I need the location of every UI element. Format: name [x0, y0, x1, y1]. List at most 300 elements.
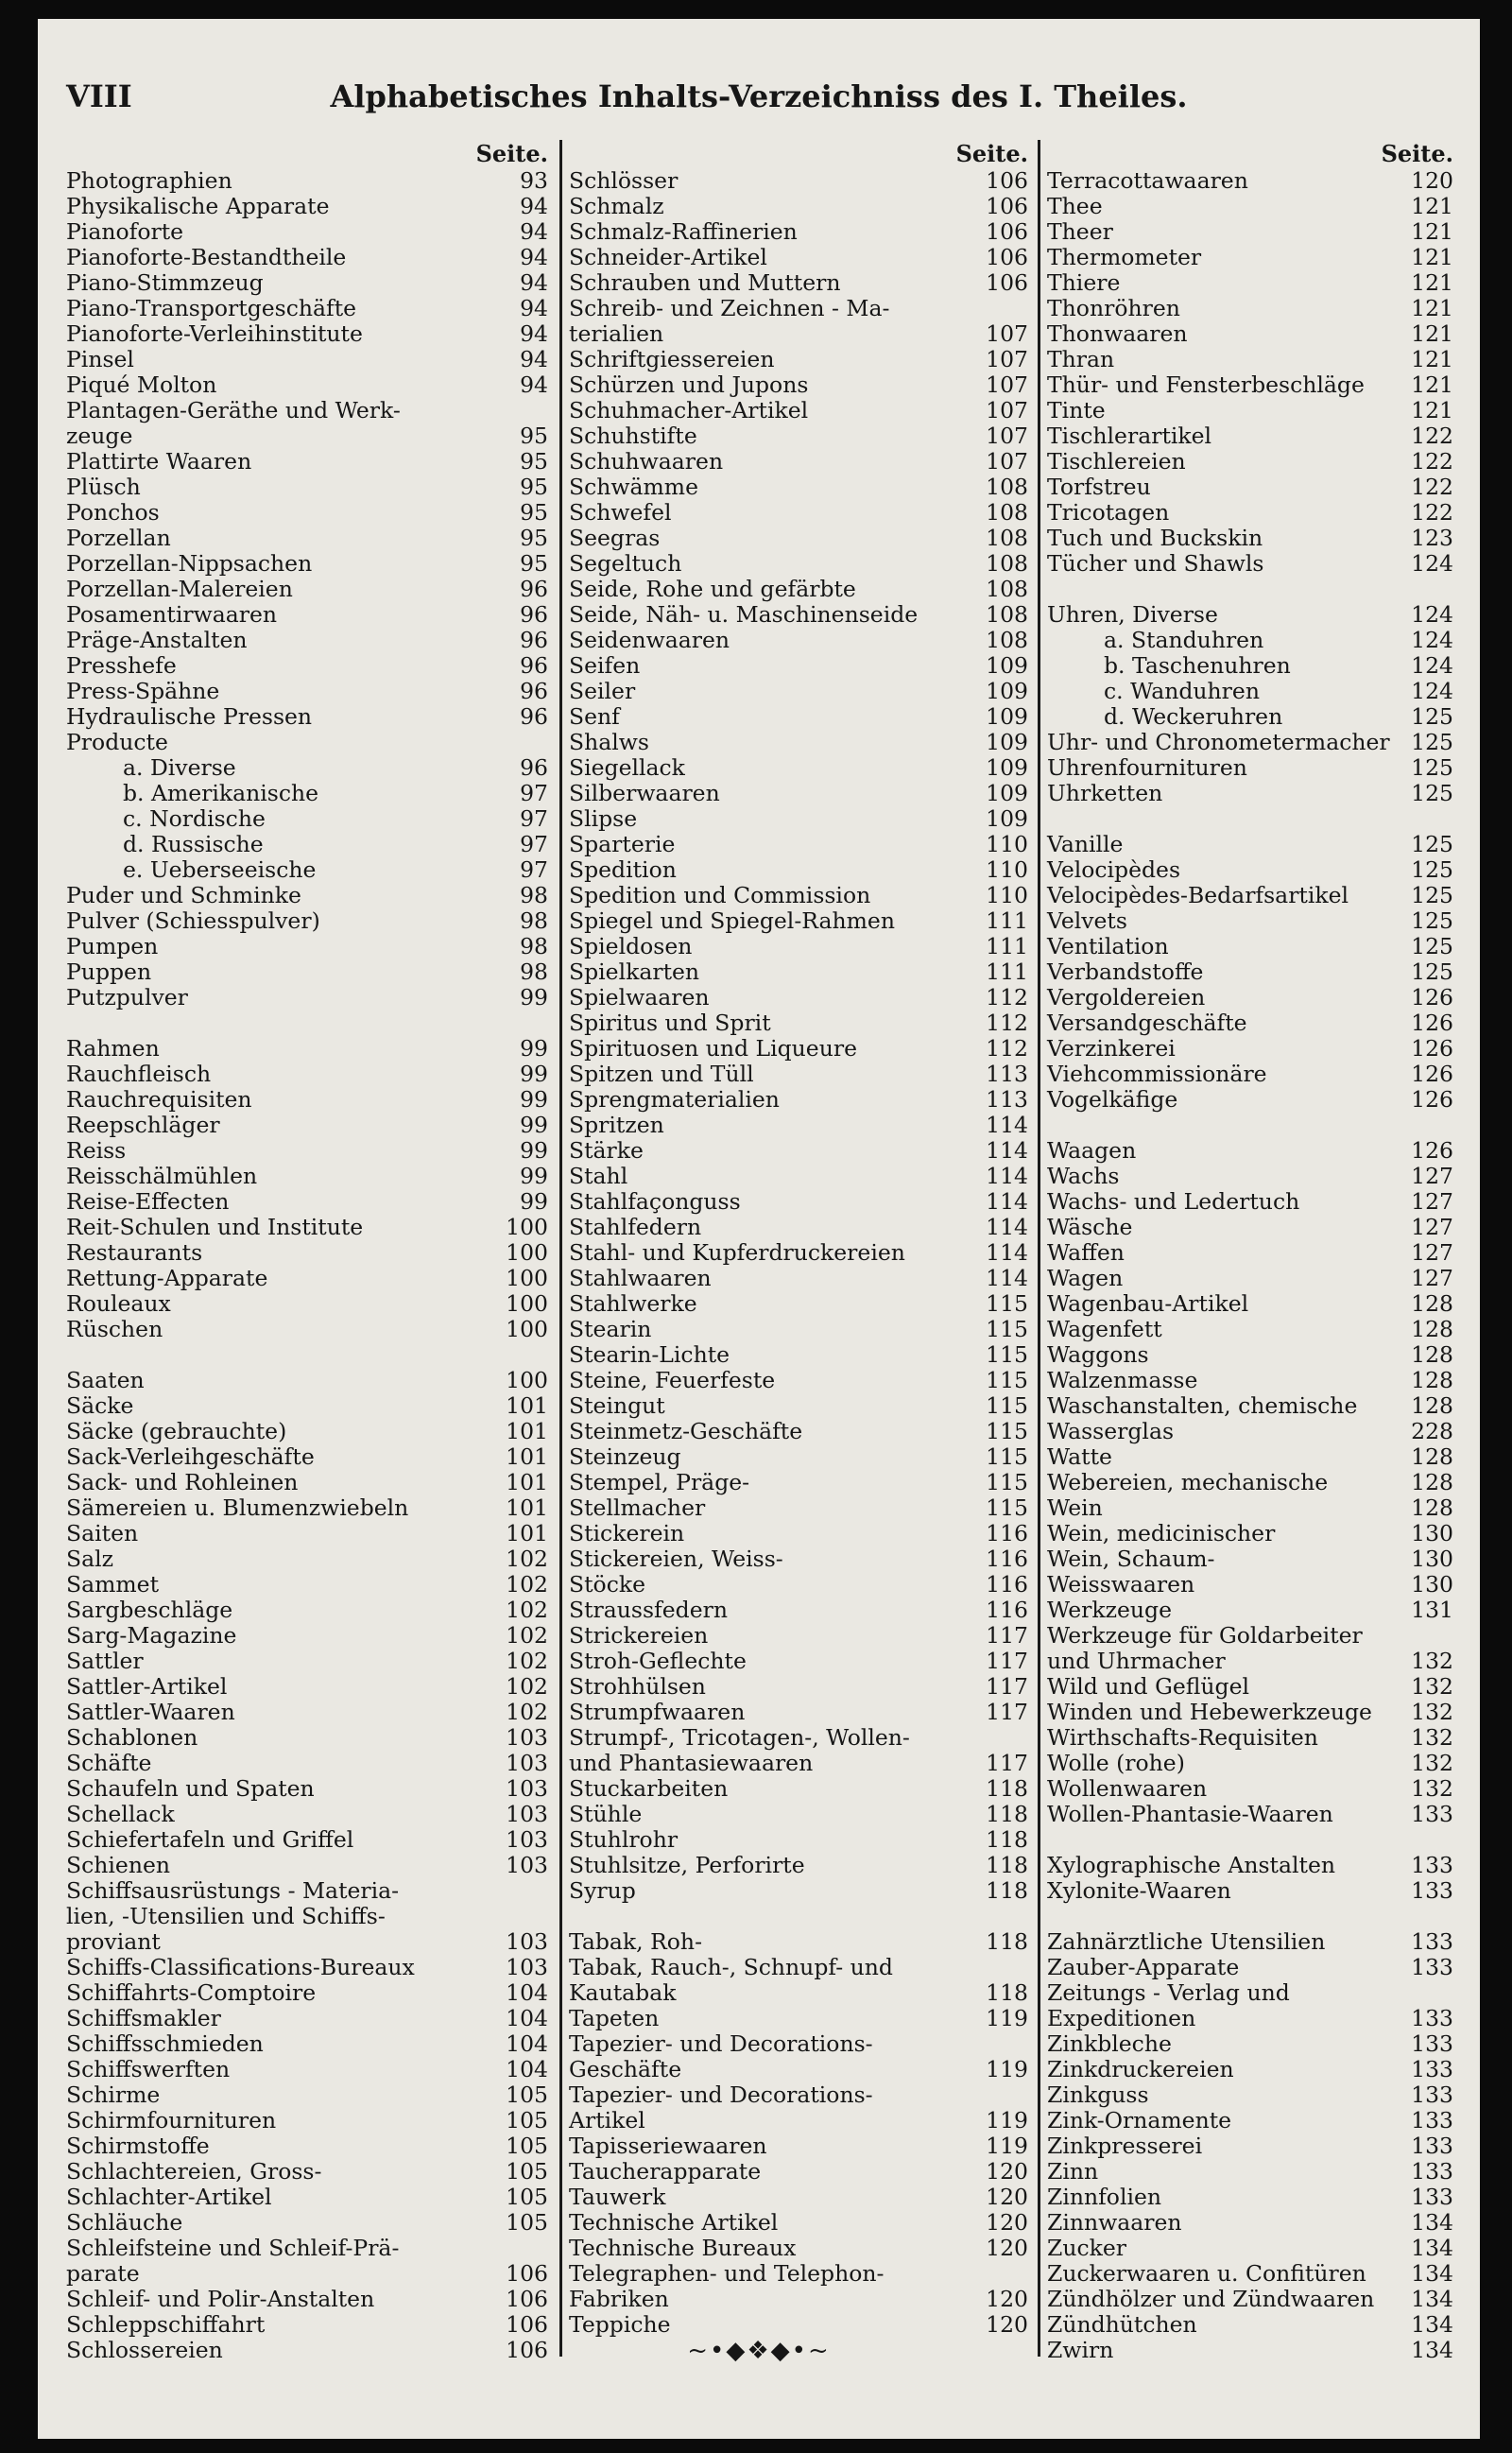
- entry-page: 106: [506, 2311, 548, 2338]
- entry-page: 102: [506, 1699, 548, 1725]
- entry-page: 106: [986, 244, 1028, 270]
- index-entry: [569, 1853, 1028, 1878]
- entry-name: Rüschen: [66, 1316, 163, 1342]
- entry-name: Producte: [66, 729, 168, 755]
- index-entry: [1047, 1062, 1453, 1087]
- entry-page: 128: [1411, 1316, 1453, 1342]
- entry-name: Wein, Schaum-: [1047, 1546, 1215, 1572]
- entry-page: 107: [986, 397, 1028, 423]
- entry-name: Spirituosen und Liqueure: [569, 1035, 857, 1062]
- index-entry: [66, 1215, 548, 1240]
- entry-page: 126: [1411, 1137, 1453, 1164]
- entry-name: a. Diverse: [123, 754, 236, 781]
- entry-page: 133: [1411, 2056, 1453, 2082]
- index-entry: [66, 1546, 548, 1572]
- index-entry: [66, 1649, 548, 1674]
- index-entry: [1047, 168, 1453, 194]
- index-entry: [66, 219, 548, 245]
- entry-name: Zucker: [1047, 2235, 1127, 2261]
- entry-page: 116: [986, 1571, 1028, 1598]
- index-entry: [569, 1291, 1028, 1317]
- entry-name: Waggons: [1047, 1341, 1149, 1368]
- entry-name: Wachs: [1047, 1163, 1120, 1189]
- entry-name: Seidenwaaren: [569, 627, 730, 653]
- entry-name: Porzellan-Nippsachen: [66, 550, 313, 577]
- index-entry: [569, 959, 1028, 985]
- entry-page: 94: [520, 371, 548, 398]
- index-entry: [66, 194, 548, 219]
- entry-name: Thiere: [1047, 269, 1121, 296]
- index-entry: [66, 781, 548, 806]
- entry-page: 115: [986, 1316, 1028, 1342]
- index-entry: [66, 1240, 548, 1266]
- index-entry: [66, 1521, 548, 1546]
- index-column-3: [1047, 140, 1453, 2363]
- entry-page: 103: [506, 1801, 548, 1827]
- entry-page: 116: [986, 1546, 1028, 1572]
- entry-page: 114: [986, 1214, 1028, 1240]
- index-entry: [569, 1725, 1028, 1776]
- entry-name: Schiffsschmieden: [66, 2030, 264, 2057]
- entry-name: Schriftgiessereien: [569, 346, 775, 372]
- entry-page: 127: [1411, 1188, 1453, 1215]
- index-entry: [569, 1011, 1028, 1036]
- index-entry: [1047, 1215, 1453, 1240]
- index-entry: [569, 628, 1028, 653]
- index-entry: [569, 475, 1028, 500]
- entry-page: 100: [506, 1290, 548, 1317]
- entry-page: 130: [1411, 1546, 1453, 1572]
- entry-page: 100: [506, 1239, 548, 1266]
- entry-name: Piano-Stimmzeug: [66, 269, 264, 296]
- index-entry: [1047, 194, 1453, 219]
- index-entry: [1047, 730, 1453, 755]
- index-entry: [569, 551, 1028, 577]
- entry-page: 109: [986, 652, 1028, 679]
- index-entry: [1047, 908, 1453, 934]
- index-entry: [569, 1572, 1028, 1598]
- index-entry: [569, 602, 1028, 628]
- index-entry: [1047, 270, 1453, 296]
- index-entry: [569, 1776, 1028, 1802]
- entry-name: Thonwaaren: [1047, 320, 1188, 347]
- entry-page: 103: [506, 1750, 548, 1776]
- entry-page: 101: [506, 1418, 548, 1444]
- index-entry: [66, 1087, 548, 1113]
- index-entry: [569, 857, 1028, 883]
- entry-page: 134: [1411, 2286, 1453, 2312]
- index-entry: [66, 908, 548, 934]
- index-entry: [569, 908, 1028, 934]
- entry-page: 105: [506, 2209, 548, 2236]
- index-entry: [569, 1317, 1028, 1342]
- entry-page: 128: [1411, 1290, 1453, 1317]
- index-entry: [569, 755, 1028, 781]
- index-entry: [1047, 1929, 1453, 1955]
- entry-page: 104: [506, 2030, 548, 2057]
- index-entry: [1047, 679, 1453, 704]
- entry-name: Steingut: [569, 1392, 665, 1419]
- entry-name: Watte: [1047, 1443, 1112, 1470]
- entry-name: Zinnfolien: [1047, 2184, 1162, 2210]
- entry-page: 105: [506, 2082, 548, 2108]
- index-entry: [66, 1164, 548, 1189]
- entry-page: 112: [986, 1035, 1028, 1062]
- entry-name: Schleifsteine und Schleif-Prä- parate: [66, 2235, 400, 2287]
- entry-page: 95: [520, 474, 548, 500]
- index-entry: [66, 1623, 548, 1649]
- index-entry: [569, 449, 1028, 475]
- entry-name: Werkzeuge für Goldarbeiter und Uhrmacher: [1047, 1622, 1363, 1674]
- index-entry: [66, 1495, 548, 1521]
- entry-page: 123: [1411, 525, 1453, 551]
- entry-name: Schienen: [66, 1852, 170, 1878]
- index-entry: [66, 526, 548, 551]
- entry-page: 103: [506, 1826, 548, 1853]
- entry-name: Terracottawaaren: [1047, 167, 1248, 194]
- entry-name: Segeltuch: [569, 550, 682, 577]
- entry-name: Webereien, mechanische: [1047, 1469, 1329, 1495]
- entry-page: 118: [986, 1775, 1028, 1802]
- entry-name: Silberwaaren: [569, 780, 720, 806]
- entry-name: Zinn: [1047, 2158, 1099, 2185]
- index-entry: [66, 883, 548, 908]
- entry-page: 99: [520, 1163, 548, 1189]
- entry-name: Thonröhren: [1047, 295, 1180, 321]
- entry-name: Puder und Schminke: [66, 882, 301, 908]
- entry-page: 105: [506, 2133, 548, 2159]
- entry-name: Seegras: [569, 525, 661, 551]
- entry-page: 100: [506, 1214, 548, 1240]
- index-entry: [66, 959, 548, 985]
- entry-page: 95: [520, 499, 548, 526]
- entry-name: Rahmen: [66, 1035, 160, 1062]
- entry-page: 132: [1411, 1724, 1453, 1751]
- entry-name: Stearin: [569, 1316, 652, 1342]
- entry-name: Sarg-Magazine: [66, 1622, 237, 1649]
- index-entry: [1047, 1444, 1453, 1470]
- entry-name: d. Russische: [123, 831, 264, 857]
- index-entry: [1047, 2236, 1453, 2261]
- entry-name: Schirmfournituren: [66, 2107, 277, 2133]
- entry-name: Pianoforte-Bestandtheile: [66, 244, 347, 270]
- entry-page: 126: [1411, 984, 1453, 1011]
- index-entry: [569, 168, 1028, 194]
- entry-name: Spitzen und Tüll: [569, 1061, 754, 1087]
- index-entry: [66, 1317, 548, 1342]
- entry-page: 104: [506, 2056, 548, 2082]
- entry-page: 106: [506, 2260, 548, 2287]
- entry-name: Präge-Anstalten: [66, 627, 248, 653]
- index-entry: [1047, 2108, 1453, 2133]
- entry-page: 127: [1411, 1239, 1453, 1266]
- entry-name: Hydraulische Pressen: [66, 703, 313, 730]
- index-entry: [66, 653, 548, 679]
- entry-name: Wein: [1047, 1494, 1103, 1521]
- entry-name: Putzpulver: [66, 984, 188, 1011]
- entry-name: Stuhlsitze, Perforirte: [569, 1852, 805, 1878]
- index-entry: [569, 679, 1028, 704]
- index-entry: [1047, 1266, 1453, 1291]
- entry-name: c. Wanduhren: [1104, 678, 1260, 704]
- index-entry: [569, 1521, 1028, 1546]
- index-entry: [1047, 628, 1453, 653]
- entry-page: 109: [986, 754, 1028, 781]
- entry-name: Zauber-Apparate: [1047, 1954, 1240, 1980]
- entry-page: 130: [1411, 1571, 1453, 1598]
- entry-name: Sattler: [66, 1648, 144, 1674]
- entry-name: Tapezier- und Decorations- Geschäfte: [569, 2030, 873, 2082]
- entry-name: Wagenfett: [1047, 1316, 1162, 1342]
- index-entry: [66, 1802, 548, 1827]
- entry-name: Vanille: [1047, 831, 1124, 857]
- entry-name: Wirthschafts-Requisiten: [1047, 1724, 1318, 1751]
- entry-name: Säcke: [66, 1392, 134, 1419]
- index-entry: [569, 1164, 1028, 1189]
- entry-name: Steine, Feuerfeste: [569, 1367, 776, 1393]
- entry-name: Tapisseriewaaren: [569, 2133, 767, 2159]
- entry-name: Verzinkerei: [1047, 1035, 1176, 1062]
- index-entry: [66, 628, 548, 653]
- index-entry: [1047, 1623, 1453, 1674]
- index-entry: [569, 883, 1028, 908]
- index-entry: [569, 1495, 1028, 1521]
- index-entry: [569, 832, 1028, 857]
- entry-name: Tinte: [1047, 397, 1106, 423]
- index-entry: [569, 1929, 1028, 1955]
- entry-page: 228: [1411, 1418, 1453, 1444]
- entry-name: Stickereien, Weiss-: [569, 1546, 783, 1572]
- entry-name: Wolle (rohe): [1047, 1750, 1185, 1776]
- entry-page: 128: [1411, 1443, 1453, 1470]
- entry-name: Schmalz: [569, 193, 664, 219]
- entry-page: 107: [986, 320, 1028, 347]
- index-entry: [1047, 2057, 1453, 2082]
- index-entry: [1047, 857, 1453, 883]
- entry-page: 94: [520, 244, 548, 270]
- index-entry: [1047, 755, 1453, 781]
- entry-name: Rettung-Apparate: [66, 1265, 268, 1291]
- entry-name: Tapezier- und Decorations- Artikel: [569, 2082, 873, 2133]
- entry-page: 121: [1411, 320, 1453, 347]
- entry-name: Stahlwaaren: [569, 1265, 712, 1291]
- entry-page: 131: [1411, 1597, 1453, 1623]
- index-entry: [569, 398, 1028, 423]
- column-divider: [1038, 140, 1040, 2357]
- entry-page: 99: [520, 1137, 548, 1164]
- entry-page: 130: [1411, 1520, 1453, 1546]
- entry-name: Schablonen: [66, 1724, 198, 1751]
- index-entry: [66, 1113, 548, 1138]
- index-entry: [66, 347, 548, 372]
- entry-name: Stroh-Geflechte: [569, 1648, 747, 1674]
- section-gap: [1047, 1113, 1453, 1138]
- entry-name: Steinzeug: [569, 1443, 681, 1470]
- entry-name: Uhrenfournituren: [1047, 754, 1247, 781]
- index-entry: [569, 1470, 1028, 1495]
- entry-page: 104: [506, 2005, 548, 2031]
- entry-page: 133: [1411, 2005, 1453, 2031]
- index-entry: [1047, 2210, 1453, 2236]
- entry-page: 133: [1411, 2030, 1453, 2057]
- index-entry: [569, 1649, 1028, 1674]
- index-entry: [569, 1215, 1028, 1240]
- index-entry: [66, 2159, 548, 2185]
- entry-name: b. Taschenuhren: [1104, 652, 1291, 679]
- index-entry: [66, 857, 548, 883]
- entry-page: 122: [1411, 499, 1453, 526]
- entry-name: Uhr- und Chronometermacher: [1047, 729, 1390, 755]
- entry-name: Stuckarbeiten: [569, 1775, 729, 1802]
- index-column-2: [569, 140, 1028, 2338]
- entry-page: 97: [520, 831, 548, 857]
- index-entry: [66, 449, 548, 475]
- index-entry: [569, 1138, 1028, 1164]
- entry-name: Wild und Geflügel: [1047, 1673, 1250, 1700]
- index-entry: [569, 1700, 1028, 1725]
- entry-page: 125: [1411, 856, 1453, 883]
- entry-page: 112: [986, 984, 1028, 1011]
- entry-name: Vogelkäfige: [1047, 1086, 1178, 1113]
- index-entry: [66, 1700, 548, 1725]
- index-entry: [569, 1393, 1028, 1419]
- index-entry: [1047, 2185, 1453, 2210]
- index-entry: [1047, 985, 1453, 1011]
- entry-name: Schuhwaaren: [569, 448, 724, 475]
- entry-name: Pumpen: [66, 933, 159, 959]
- entry-name: Wein, medicinischer: [1047, 1520, 1276, 1546]
- entry-name: Press-Spähne: [66, 678, 220, 704]
- index-entry: [569, 985, 1028, 1011]
- entry-name: Strumpf-, Tricotagen-, Wollen- und Phantasiewaaren: [569, 1724, 910, 1776]
- entry-page: 118: [986, 1877, 1028, 1904]
- index-entry: [1047, 347, 1453, 372]
- entry-page: 108: [986, 550, 1028, 577]
- entry-name: Stahl- und Kupferdruckereien: [569, 1239, 905, 1266]
- entry-page: 125: [1411, 933, 1453, 959]
- entry-name: Stahlfaçonguss: [569, 1188, 741, 1215]
- index-entry: [66, 1444, 548, 1470]
- entry-page: 124: [1411, 652, 1453, 679]
- entry-name: Stearin-Lichte: [569, 1341, 730, 1368]
- section-gap: [66, 1011, 548, 1036]
- entry-page: 94: [520, 346, 548, 372]
- entry-name: Schürzen und Jupons: [569, 371, 809, 398]
- entry-name: Versandgeschäfte: [1047, 1010, 1247, 1036]
- index-entry: [569, 1368, 1028, 1393]
- entry-name: Physikalische Apparate: [66, 193, 330, 219]
- index-entry: [569, 1087, 1028, 1113]
- entry-page: 103: [506, 1954, 548, 1980]
- entry-page: 120: [1411, 167, 1453, 194]
- entry-page: 96: [520, 678, 548, 704]
- entry-page: 133: [1411, 1852, 1453, 1878]
- index-entry: [66, 1598, 548, 1623]
- index-entry: [66, 2210, 548, 2236]
- entry-page: 96: [520, 601, 548, 628]
- entry-name: Schaufeln und Spaten: [66, 1775, 315, 1802]
- entry-page: 128: [1411, 1392, 1453, 1419]
- entry-page: 117: [986, 1648, 1028, 1674]
- entry-page: 98: [520, 882, 548, 908]
- entry-name: Stempel, Präge-: [569, 1469, 750, 1495]
- index-entry: [569, 2185, 1028, 2210]
- index-entry: [569, 1674, 1028, 1700]
- entry-name: Reisschälmühlen: [66, 1163, 258, 1189]
- entry-name: Schlösser: [569, 167, 679, 194]
- index-entry: [66, 2031, 548, 2057]
- entry-name: Stahlwerke: [569, 1290, 697, 1317]
- entry-name: Ponchos: [66, 499, 160, 526]
- entry-page: 101: [506, 1469, 548, 1495]
- entry-page: 102: [506, 1571, 548, 1598]
- entry-page: 110: [986, 882, 1028, 908]
- entry-name: Wagen: [1047, 1265, 1124, 1291]
- entry-page: 105: [506, 2158, 548, 2185]
- entry-name: Wäsche: [1047, 1214, 1133, 1240]
- entry-page: 102: [506, 1648, 548, 1674]
- page-header: [66, 68, 1452, 125]
- entry-name: Tapeten: [569, 2005, 660, 2031]
- entry-name: Stuhlrohr: [569, 1826, 679, 1853]
- entry-page: 118: [986, 1826, 1028, 1853]
- index-entry: [1047, 2159, 1453, 2185]
- entry-page: 134: [1411, 2311, 1453, 2338]
- entry-page: 102: [506, 1622, 548, 1649]
- entry-page: 108: [986, 499, 1028, 526]
- entry-page: 114: [986, 1137, 1028, 1164]
- entry-page: 106: [506, 2286, 548, 2312]
- entry-page: 108: [986, 627, 1028, 653]
- entry-name: a. Standuhren: [1104, 627, 1264, 653]
- entry-name: Schirme: [66, 2082, 161, 2108]
- index-entry: [1047, 1546, 1453, 1572]
- entry-page: 122: [1411, 474, 1453, 500]
- entry-name: Spiritus und Sprit: [569, 1010, 771, 1036]
- entry-page: 108: [986, 576, 1028, 602]
- index-entry: [66, 1393, 548, 1419]
- entry-name: Porzellan-Malereien: [66, 576, 293, 602]
- entry-name: Zwirn: [1047, 2337, 1114, 2363]
- entry-name: Schläuche: [66, 2209, 183, 2236]
- entry-page: 120: [986, 2311, 1028, 2338]
- entry-page: 120: [986, 2158, 1028, 2185]
- index-entry: [1047, 1138, 1453, 1164]
- index-entry: [1047, 1495, 1453, 1521]
- entry-page: 133: [1411, 2158, 1453, 2185]
- entry-name: Schlossereien: [66, 2337, 223, 2363]
- index-entry: [66, 1572, 548, 1598]
- entry-name: Xylonite-Waaren: [1047, 1877, 1231, 1904]
- index-entry: [66, 1189, 548, 1215]
- index-entry: [569, 1189, 1028, 1215]
- entry-page: 117: [986, 1673, 1028, 1700]
- entry-name: Schreib- und Zeichnen - Ma- terialien: [569, 295, 890, 347]
- entry-page: 124: [1411, 678, 1453, 704]
- index-entry: [569, 577, 1028, 602]
- entry-page: 125: [1411, 754, 1453, 781]
- entry-name: Schiffahrts-Comptoire: [66, 1979, 317, 2006]
- entry-page: 105: [506, 2184, 548, 2210]
- entry-name: Wagenbau-Artikel: [1047, 1290, 1249, 1317]
- entry-page: 126: [1411, 1086, 1453, 1113]
- index-entry: [1047, 1751, 1453, 1776]
- entry-page: 113: [986, 1061, 1028, 1087]
- index-entry: [66, 398, 548, 449]
- index-entry: [1047, 1674, 1453, 1700]
- index-entry: [66, 1980, 548, 2006]
- entry-page: 95: [520, 423, 548, 449]
